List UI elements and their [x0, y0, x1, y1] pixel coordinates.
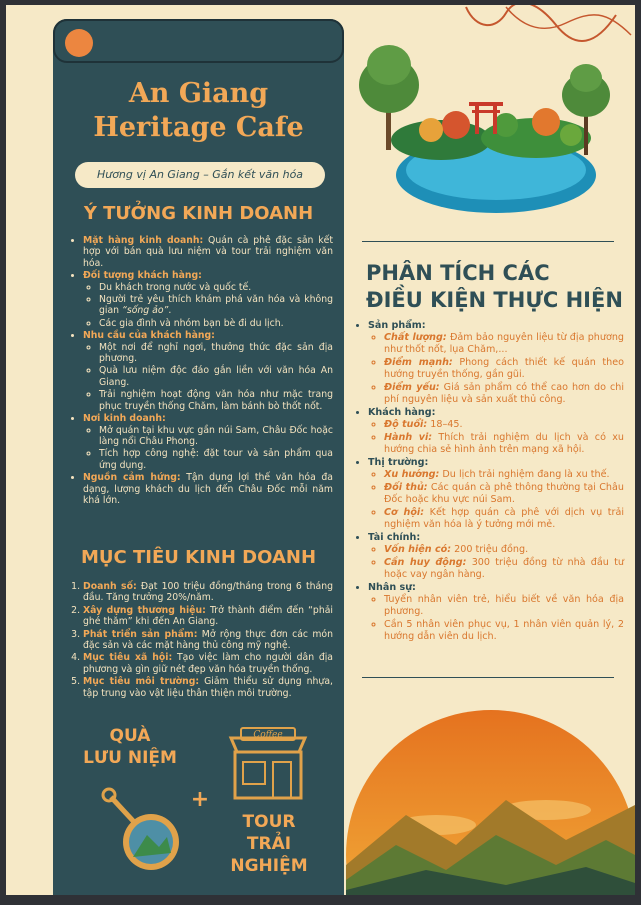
sunset-mountains-illustration — [346, 705, 635, 895]
goal-item: 2. Xây dựng thương hiệu: Trở thành điểm đến “phải ghé thăm” khi đến An Giang. — [83, 605, 333, 628]
idea-list — [71, 235, 333, 507]
tour-label: TOUR TRẢI NGHIỆM — [230, 812, 308, 876]
souvenir-label: QUÀ LƯU NIỆM — [83, 726, 177, 768]
title-line-2: Heritage Cafe — [93, 112, 304, 143]
idea-item: • Nhu cầu của khách hàng: ◦ Một nơi để nghỉ ngơi, thưởng thức đặc sản địa phương. ◦ Quà lưu niệm độc đáo gắn liền với văn hóa An Giang. ◦ Trải nghiệm hoạt động văn hóa như mặc trang phục truyền thống Chăm, làm bánh bò thốt nốt. — [83, 330, 333, 412]
analysis-heading-1: PHÂN TÍCH CÁC — [366, 261, 550, 285]
idea-heading: Ý TƯỞNG KINH DOANH — [83, 203, 314, 224]
swirl-decoration — [446, 5, 635, 65]
analysis-item-market: • Thị trường: ◦ Xu hướng: Du lịch trải nghiệm đang là xu thế. ◦ Đối thủ: Các quán cà phê thông thường tại Châu Đốc hoặc khu vực núi Sam. ◦ Cơ hội: Kết hợp quán cà phê với dịch vụ trải nghiệm văn hóa là ý tưởng mới mẻ. — [368, 457, 624, 531]
analysis-heading-2: ĐIỀU KIỆN THỰC HIỆN — [366, 288, 623, 312]
goals-heading: MỤC TIÊU KINH DOANH — [80, 547, 317, 568]
goal-item: 1. Doanh số: Đạt 100 triệu đồng/tháng trong 6 tháng đầu. Tăng trưởng 20%/năm. — [83, 581, 333, 604]
orange-dot-icon — [65, 29, 93, 57]
magnifier-map-icon — [101, 787, 191, 882]
analysis-item-customers: • Khách hàng: ◦ Độ tuổi: 18–45. ◦ Hành vi: Thích trải nghiệm du lịch và có xu hướng chia sẻ hình ảnh trên mạng xã hội. — [368, 407, 624, 456]
idea-item: • Mặt hàng kinh doanh: Quán cà phê đặc sản kết hợp với bán quà lưu niệm và tour trải nghiệm văn hóa. — [83, 235, 333, 269]
divider-line — [362, 241, 614, 242]
idea-item: • Nguồn cảm hứng: Tận dụng lợi thế văn hóa đa dạng, lượng khách du lịch đến Châu Đốc mỗi năm khá lớn. — [83, 472, 333, 506]
analysis-section — [354, 260, 624, 644]
top-bar — [53, 19, 344, 63]
shop-sign-text: Coffee — [253, 730, 283, 740]
analysis-item-staff: • Nhân sự: ◦ Tuyển nhân viên trẻ, hiểu biết về văn hóa địa phương. ◦ Cần 5 nhân viên phục vụ, 1 nhân viên quản lý, 2 hướng dẫn viên du lịch. — [368, 582, 624, 643]
goal-item: 4. Mục tiêu xã hội: Tạo việc làm cho người dân địa phương và gìn giữ nét đẹp văn hóa truyền thống. — [83, 652, 333, 675]
idea-item: • Đối tượng khách hàng: ◦ Du khách trong nước và quốc tế. ◦ Người trẻ yêu thích khám phá văn hóa và không gian “sống ảo”. ◦ Các gia đình và nhóm bạn bè đi du lịch. — [83, 270, 333, 329]
landscape-torii-illustration — [346, 30, 631, 230]
plus-sign: + — [190, 787, 210, 812]
left-panel — [53, 19, 344, 895]
goal-item: 3. Phát triển sản phẩm: Mở rộng thực đơn các món đặc sản và các mặt hàng thủ công mỹ nghệ. — [83, 629, 333, 652]
title-line-1: An Giang — [128, 78, 269, 109]
tagline: Hương vị An Giang – Gắn kết văn hóa — [75, 162, 325, 188]
goals-list — [71, 581, 333, 700]
analysis-list — [354, 320, 624, 643]
analysis-item-finance: • Tài chính: ◦ Vốn hiện có: 200 triệu đồng. ◦ Cần huy động: 300 triệu đồng từ nhà đầu tư hoặc vay ngân hàng. — [368, 532, 624, 581]
goal-item: 5. Mục tiêu môi trường: Giảm thiểu sử dụng nhựa, tập trung vào vật liệu thân thiện môi trường. — [83, 676, 333, 699]
coffee-shop-icon — [223, 724, 313, 804]
divider-line — [362, 677, 614, 678]
analysis-item-product: • Sản phẩm: ◦ Chất lượng: Đảm bảo nguyên liệu từ địa phương như thốt nốt, lụa Chăm,... ◦ Điểm mạnh: Phong cách thiết kế quán theo hướng truyền thống, gần gũi. ◦ Điểm yếu: Giá sản phẩm có thể cao hơn do chi phí nguyên liệu và sản xuất thủ công. — [368, 320, 624, 406]
idea-item: • Nơi kinh doanh: ◦ Mở quán tại khu vực gần núi Sam, Châu Đốc hoặc làng nổi Châu Phong. ◦ Tích hợp công nghệ: đặt tour và sản phẩm qua ứng dụng. — [83, 413, 333, 471]
poster — [6, 5, 635, 895]
